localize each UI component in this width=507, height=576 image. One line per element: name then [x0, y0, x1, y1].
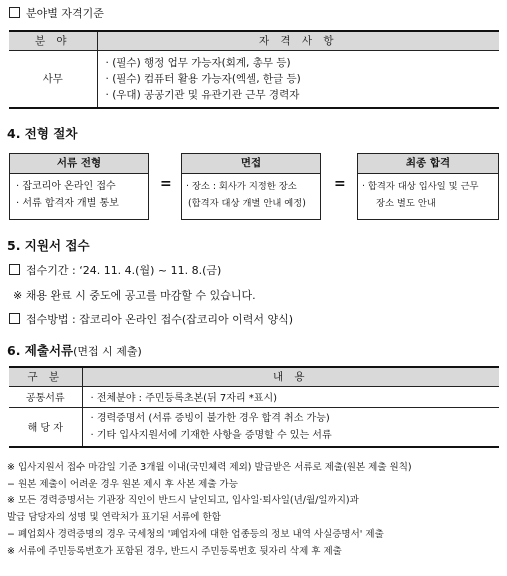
- field-cell: 사무: [42, 73, 63, 85]
- note-line: 발급 담당자의 성명 및 연락처가 표기된 서류에 한함: [7, 512, 221, 524]
- step-document-title: 서류 전형: [10, 154, 148, 174]
- section6-subtitle: (면접 시 제출): [73, 345, 142, 358]
- doc-content-cell: · 경력증명서 (서류 증빙이 불가한 경우 합격 취소 가능) · 기타 입사지원서에 기재한 사항을 증명할 수 있는 서류: [82, 407, 499, 447]
- note-line: ※ 모든 경력증명서는 기관장 직인이 반드시 날인되고, 입사일·퇴사일(년/월/일까지)과: [7, 495, 359, 507]
- early-close-note: ※ 채용 완료 시 중도에 공고를 마감할 수 있습니다.: [13, 289, 256, 302]
- doc-content-cell: · 전체분야 : 주민등록초본(뒤 7자리 *표시): [82, 386, 499, 407]
- step-document-line: · 서류 합격자 개별 통보: [16, 198, 119, 209]
- col-requirements-header: 자 격 사 항: [97, 31, 499, 50]
- step-interview: [181, 153, 321, 220]
- section6-title: [7, 341, 142, 359]
- checkbox-square-icon: [9, 7, 20, 18]
- doc-type-cell: 공통서류: [9, 386, 82, 407]
- requirement-item: · (우대) 공공기관 및 유관기관 근무 경력자: [105, 88, 300, 101]
- qualifications-table: [9, 30, 499, 109]
- col-type-header: 구 분: [9, 367, 82, 386]
- col-field-header: 분 야: [9, 31, 97, 50]
- submission-notes: [7, 460, 502, 560]
- note-line: ※ 서류에 주민등록번호가 포함된 경우, 반드시 주민등록번호 뒷자리 삭제 후 제출: [7, 545, 342, 557]
- requirements-cell: [97, 50, 499, 108]
- step-interview-line: (합격자 대상 개별 안내 예정): [188, 198, 306, 209]
- step-document-line: · 잡코리아 온라인 접수: [16, 181, 116, 192]
- application-period: 접수기간 : ‘24. 11. 4.(월) ~ 11. 8.(금): [9, 262, 221, 278]
- table-row: [9, 407, 499, 447]
- qualifications-heading: [9, 5, 104, 21]
- process-arrow: =: [334, 176, 346, 192]
- section6-title-text: 6. 제출서류: [7, 343, 74, 358]
- checkbox-square-icon: [9, 313, 20, 324]
- checkbox-square-icon: [9, 264, 20, 275]
- step-document-screening: [9, 153, 149, 220]
- col-content-header: 내 용: [82, 367, 499, 386]
- documents-table: [9, 366, 499, 448]
- step-final-title: 최종 합격: [358, 154, 498, 174]
- section5-title: 5. 지원서 접수: [7, 238, 90, 253]
- application-method: 접수방법 : 잡코리아 온라인 접수(잡코리아 이력서 양식): [9, 311, 293, 327]
- table-row: [9, 386, 499, 407]
- qualifications-heading-text: 분야별 자격기준: [26, 7, 104, 20]
- requirement-item: · (필수) 행정 업무 가능자(회계, 총무 등): [105, 56, 291, 69]
- requirement-item: · (필수) 컴퓨터 활용 가능자(엑셀, 한글 등): [105, 72, 301, 85]
- step-interview-title: 면접: [182, 154, 320, 174]
- step-interview-line: · 장소 : 회사가 지정한 장소: [186, 181, 297, 192]
- step-final-pass: [357, 153, 499, 220]
- doc-type-cell: 해 당 자: [27, 423, 63, 435]
- process-arrow: =: [160, 176, 172, 192]
- note-line: − 폐업회사 경력증명의 경우 국세청의 '폐업자에 대한 업종등의 정보 내역 사실증명서' 제출: [7, 528, 384, 540]
- note-line: − 원본 제출이 어려운 경우 원본 제시 후 사본 제출 가능: [7, 478, 238, 490]
- note-line: ※ 입사지원서 접수 마감일 기준 3개월 이내(국민체력 제외) 발급받은 서류로 제출(원본 제출 원칙): [7, 462, 412, 473]
- step-final-line: · 합격자 대상 입사일 및 근무: [362, 181, 479, 192]
- section4-title: 4. 전형 절차: [7, 126, 78, 141]
- step-final-line: 장소 별도 안내: [376, 198, 436, 209]
